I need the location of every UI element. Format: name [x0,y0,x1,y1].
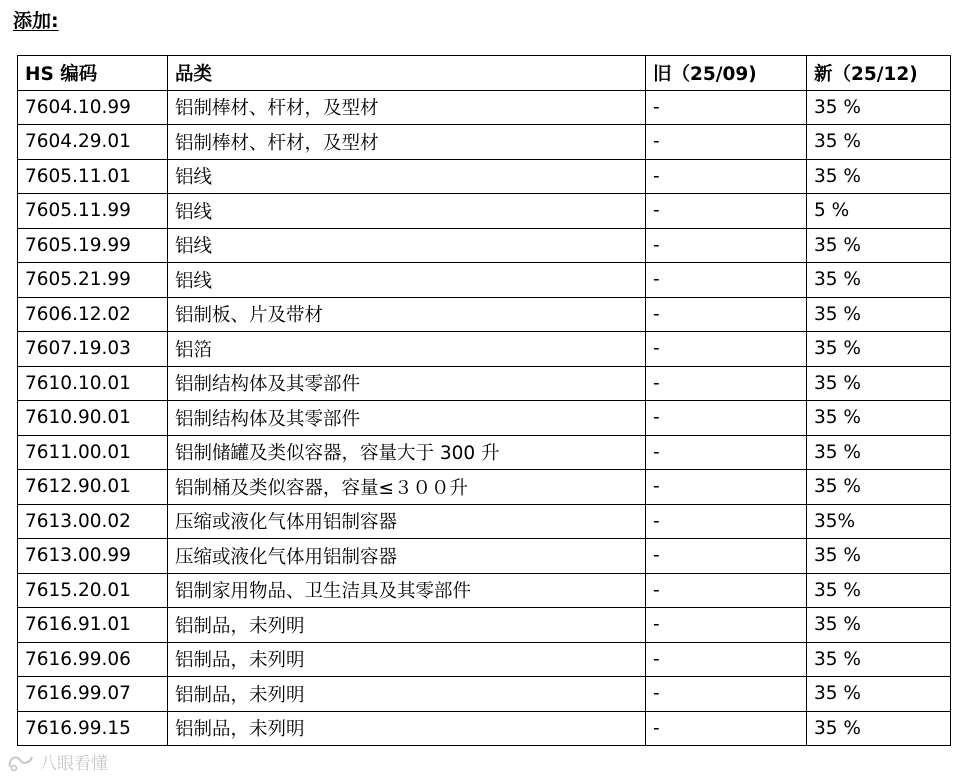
cell-old-rate: - [646,470,807,505]
cell-category: 铝制品，未列明 [168,608,646,643]
table-row [18,332,951,367]
cell-hs-code: 7605.19.99 [18,228,168,263]
cell-old-rate: - [646,642,807,677]
cell-category: 铝制棒材、杆材，及型材 [168,90,646,125]
table-row [18,297,951,332]
cell-old-rate: - [646,90,807,125]
cell-new-rate: 35 % [807,677,951,712]
table-row [18,539,951,574]
cell-category: 铝线 [168,228,646,263]
cell-hs-code: 7605.11.99 [18,194,168,229]
cell-new-rate: 35 % [807,401,951,436]
header-category: 品类 [168,56,646,91]
cell-new-rate: 35 % [807,539,951,574]
cell-category: 铝制品，未列明 [168,642,646,677]
cell-new-rate: 35 % [807,608,951,643]
cell-category: 铝线 [168,263,646,298]
cell-new-rate: 35 % [807,573,951,608]
cell-new-rate: 35% [807,504,951,539]
cell-hs-code: 7610.10.01 [18,366,168,401]
cell-old-rate: - [646,263,807,298]
table-row [18,159,951,194]
cell-category: 铝制结构体及其零部件 [168,366,646,401]
cell-hs-code: 7612.90.01 [18,470,168,505]
cell-new-rate: 35 % [807,90,951,125]
cell-old-rate: - [646,677,807,712]
cell-hs-code: 7616.99.15 [18,711,168,746]
cell-category: 铝制结构体及其零部件 [168,401,646,436]
cell-new-rate: 35 % [807,435,951,470]
table-row [18,366,951,401]
cell-new-rate: 35 % [807,263,951,298]
cell-new-rate: 35 % [807,470,951,505]
cell-old-rate: - [646,435,807,470]
cell-new-rate: 5 % [807,194,951,229]
cell-old-rate: - [646,194,807,229]
cell-new-rate: 35 % [807,228,951,263]
cell-old-rate: - [646,504,807,539]
cell-category: 铝线 [168,194,646,229]
cell-new-rate: 35 % [807,711,951,746]
cell-hs-code: 7605.21.99 [18,263,168,298]
table-row [18,401,951,436]
header-hs-code: HS 编码 [18,56,168,91]
cell-old-rate: - [646,332,807,367]
table-row [18,435,951,470]
tariff-table [17,55,951,746]
cell-old-rate: - [646,297,807,332]
cell-hs-code: 7613.00.99 [18,539,168,574]
cell-category: 铝线 [168,159,646,194]
table-row [18,642,951,677]
section-heading: 添加: [13,10,59,32]
cell-hs-code: 7616.99.06 [18,642,168,677]
cell-old-rate: - [646,125,807,160]
header-new-rate: 新（25/12) [807,56,951,91]
cell-hs-code: 7613.00.02 [18,504,168,539]
table-row [18,228,951,263]
cell-old-rate: - [646,608,807,643]
cell-old-rate: - [646,401,807,436]
cell-old-rate: - [646,366,807,401]
cell-new-rate: 35 % [807,366,951,401]
table-row [18,194,951,229]
cell-new-rate: 35 % [807,125,951,160]
header-old-rate: 旧（25/09) [646,56,807,91]
watermark-text: 八眼看懂 [40,754,108,774]
cell-hs-code: 7610.90.01 [18,401,168,436]
table-row [18,677,951,712]
table-row [18,470,951,505]
table-row [18,90,951,125]
cell-old-rate: - [646,711,807,746]
table-row [18,608,951,643]
cell-hs-code: 7604.29.01 [18,125,168,160]
cell-old-rate: - [646,228,807,263]
table-row [18,263,951,298]
table-row [18,125,951,160]
cell-category: 压缩或液化气体用铝制容器 [168,504,646,539]
cell-category: 铝制品，未列明 [168,711,646,746]
cell-category: 铝制板、片及带材 [168,297,646,332]
cell-new-rate: 35 % [807,332,951,367]
table-body [18,90,951,746]
cell-category: 铝制储罐及类似容器，容量大于 300 升 [168,435,646,470]
cell-hs-code: 7605.11.01 [18,159,168,194]
table-row [18,711,951,746]
table-row [18,573,951,608]
watermark-logo-icon [6,751,36,773]
cell-category: 铝箔 [168,332,646,367]
cell-old-rate: - [646,539,807,574]
cell-category: 铝制家用物品、卫生洁具及其零部件 [168,573,646,608]
cell-hs-code: 7604.10.99 [18,90,168,125]
cell-hs-code: 7611.00.01 [18,435,168,470]
cell-hs-code: 7606.12.02 [18,297,168,332]
cell-new-rate: 35 % [807,159,951,194]
cell-new-rate: 35 % [807,297,951,332]
table-header-row [18,56,951,91]
cell-hs-code: 7616.99.07 [18,677,168,712]
table-row [18,504,951,539]
watermark [6,749,108,774]
cell-category: 铝制品，未列明 [168,677,646,712]
cell-category: 铝制桶及类似容器，容量≤３００升 [168,470,646,505]
cell-category: 铝制棒材、杆材，及型材 [168,125,646,160]
cell-category: 压缩或液化气体用铝制容器 [168,539,646,574]
cell-old-rate: - [646,573,807,608]
cell-hs-code: 7615.20.01 [18,573,168,608]
cell-hs-code: 7607.19.03 [18,332,168,367]
cell-new-rate: 35 % [807,642,951,677]
cell-old-rate: - [646,159,807,194]
cell-hs-code: 7616.91.01 [18,608,168,643]
